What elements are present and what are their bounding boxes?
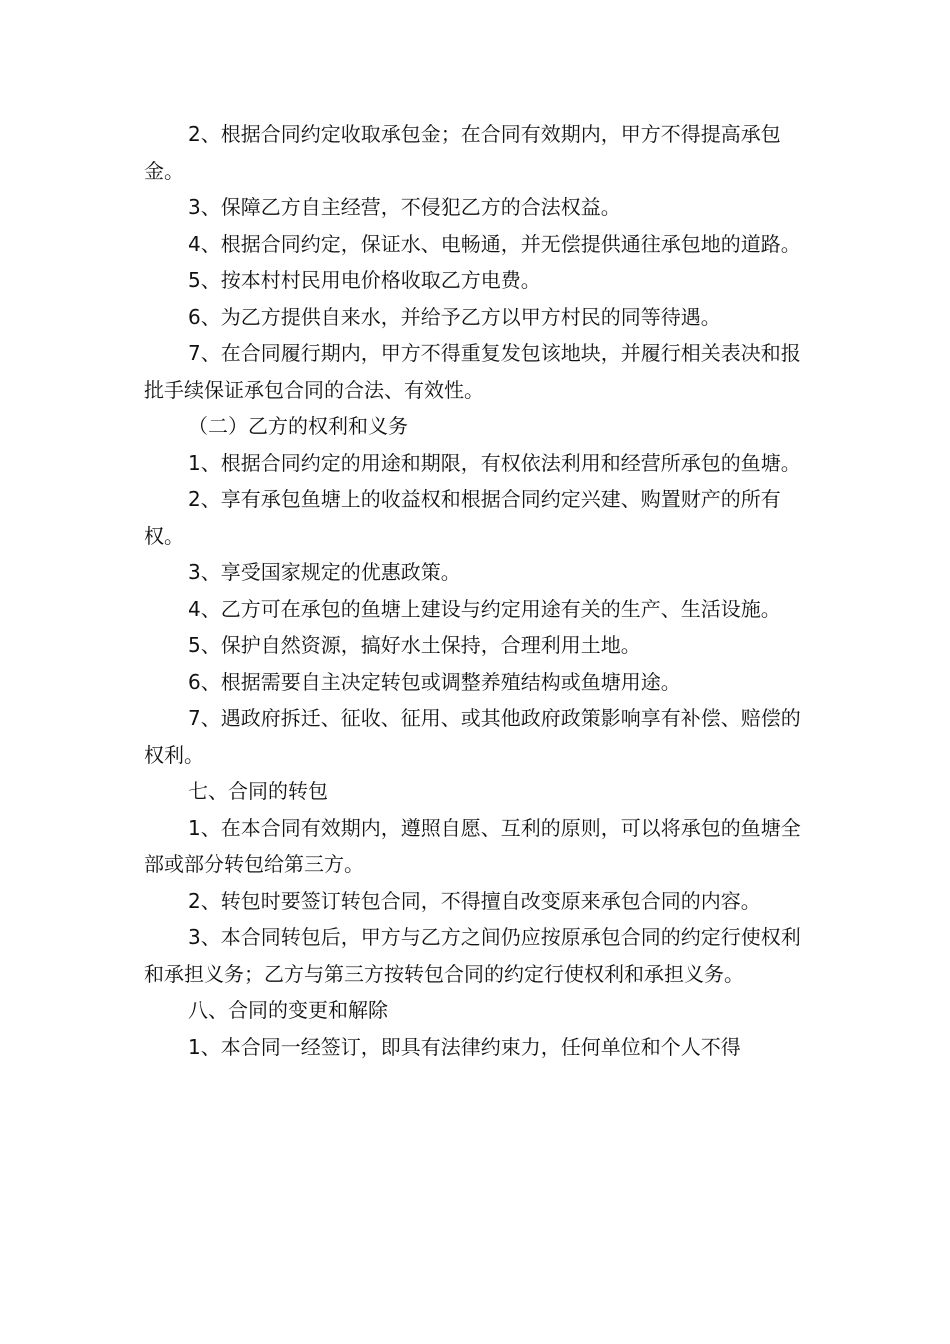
paragraph-a7: 7、在合同履行期内，甲方不得重复发包该地块，并履行相关表决和报批手续保证承包合同的合法、有效性。	[144, 341, 801, 402]
paragraph-c1: 1、在本合同有效期内，遵照自愿、互利的原则，可以将承包的鱼塘全部或部分转包给第三方。	[144, 815, 801, 876]
paragraph-a5: 5、按本村村民用电价格收取乙方电费。	[188, 268, 541, 292]
section-heading-party-b: （二）乙方的权利和义务	[188, 414, 408, 438]
paragraph-b2: 2、享有承包鱼塘上的收益权和根据合同约定兴建、购置财产的所有权。	[144, 487, 781, 548]
section-heading-change-termination: 八、合同的变更和解除	[188, 998, 388, 1022]
document-page	[144, 116, 814, 1065]
paragraph-a3: 3、保障乙方自主经营，不侵犯乙方的合法权益。	[188, 195, 621, 219]
paragraph-a2: 2、根据合同约定收取承包金；在合同有效期内，甲方不得提高承包金。	[144, 122, 781, 183]
paragraph-b3: 3、享受国家规定的优惠政策。	[188, 560, 461, 584]
paragraph-b5: 5、保护自然资源，搞好水土保持，合理利用土地。	[188, 633, 641, 657]
paragraph-a4: 4、根据合同约定，保证水、电畅通，并无偿提供通往承包地的道路。	[188, 231, 801, 256]
paragraph-b4: 4、乙方可在承包的鱼塘上建设与约定用途有关的生产、生活设施。	[188, 596, 781, 621]
paragraph-c2: 2、转包时要签订转包合同，不得擅自改变原来承包合同的内容。	[188, 888, 761, 913]
paragraph-a6: 6、为乙方提供自来水，并给予乙方以甲方村民的同等待遇。	[188, 304, 721, 329]
paragraph-b1: 1、根据合同约定的用途和期限，有权依法利用和经营所承包的鱼塘。	[188, 450, 801, 475]
paragraph-d1: 1、本合同一经签订，即具有法律约束力，任何单位和个人不得	[188, 1034, 741, 1059]
paragraph-b7: 7、遇政府拆迁、征收、征用、或其他政府政策影响享有补偿、赔偿的权利。	[144, 706, 801, 767]
section-heading-subcontract: 七、合同的转包	[188, 779, 328, 803]
paragraph-b6: 6、根据需要自主决定转包或调整养殖结构或鱼塘用途。	[188, 669, 681, 694]
paragraph-c3: 3、本合同转包后，甲方与乙方之间仍应按原承包合同的约定行使权利和承担义务；乙方与第三方按转包合同的约定行使权利和承担义务。	[144, 925, 801, 986]
